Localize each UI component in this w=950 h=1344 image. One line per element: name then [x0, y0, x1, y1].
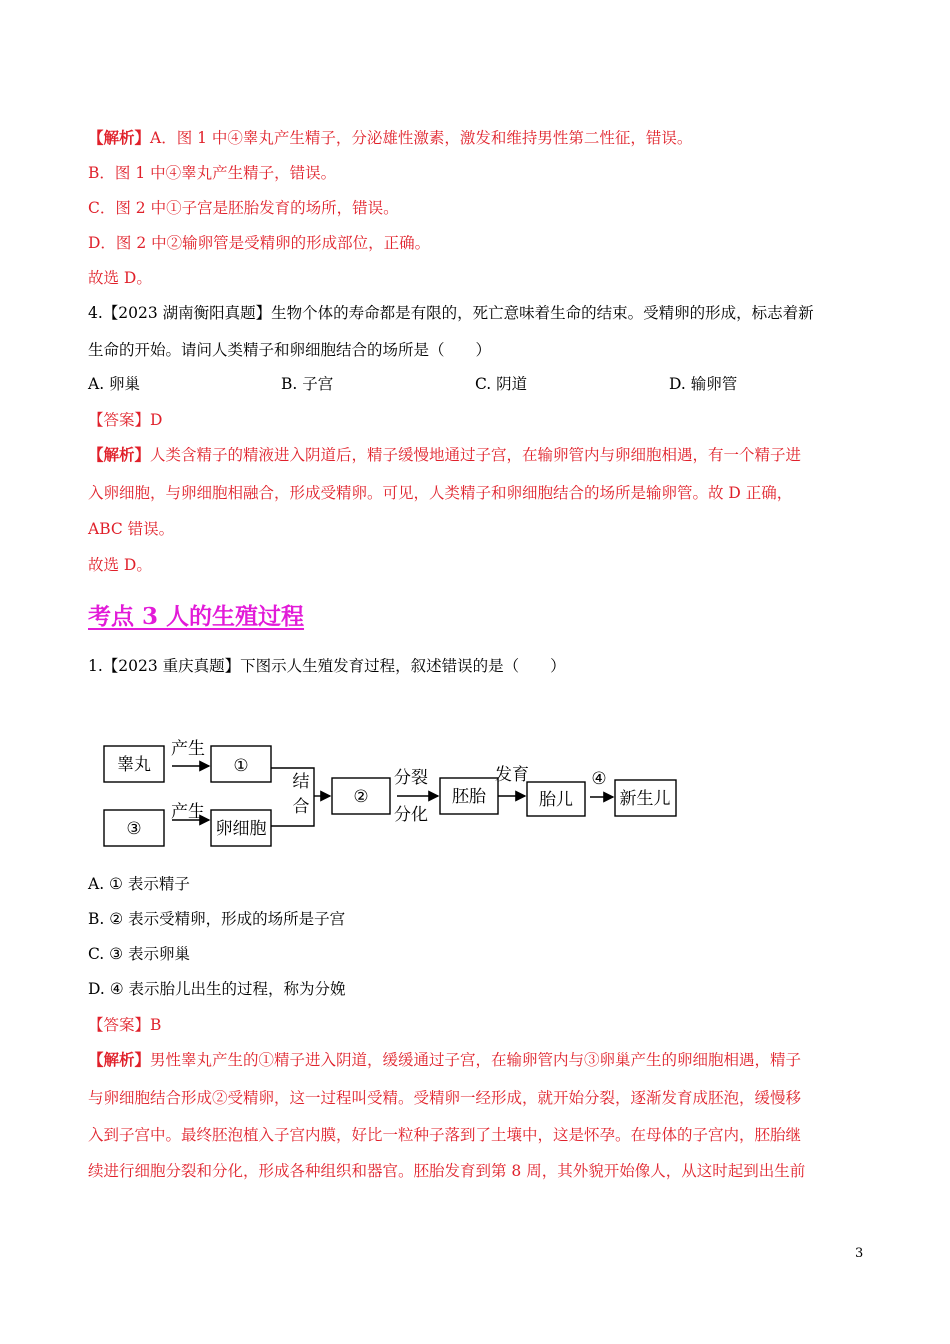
analysis-line: 入到子宫中。最终胚泡植入子宫内膜，好比一粒种子落到了土壤中，这是怀孕。在母体的子宫内，胚胎继 [88, 1126, 802, 1144]
reproduction-flow-diagram [100, 730, 680, 850]
page-number: 3 [855, 1246, 864, 1261]
analysis-line: 续进行细胞分裂和分化，形成各种组织和器官。胚胎发育到第 8 周，其外貌开始像人，从这时起到出生前 [88, 1162, 806, 1180]
circle-1-label: ① [233, 756, 249, 776]
produce-label: 产生 [171, 802, 205, 822]
option-d: D. ④ 表示胎儿出生的过程，称为分娩 [88, 980, 346, 998]
analysis-line: C．图 2 中①子宫是胚胎发育的场所，错误。 [88, 199, 399, 217]
option-b: B. 子宫 [281, 375, 334, 393]
testis-label: 睾丸 [117, 755, 151, 775]
analysis-text: 男性睾丸产生的①精子进入阴道，缓缓通过子宫，在输卵管内与③卵巢产生的卵细胞相遇，精子 [150, 1051, 802, 1069]
option-a: A. 卵巢 [88, 375, 141, 393]
analysis-line: 入卵细胞，与卵细胞相融合，形成受精卵。可见，人类精子和卵细胞结合的场所是输卵管。故 D 正确， [88, 484, 793, 502]
circle-2-label: ② [353, 787, 369, 807]
circle-3-label: ③ [126, 819, 142, 839]
analysis-text: A．图 1 中④睾丸产生精子，分泌雄性激素，激发和维持男性第二性征，错误。 [150, 129, 693, 147]
analysis-line [88, 445, 801, 465]
option-d: D. 输卵管 [669, 375, 738, 393]
question-text: 1.【2023 重庆真题】下图示人生殖发育过程，叙述错误的是（ ） [88, 657, 566, 675]
develop-label: 发育 [495, 765, 529, 785]
embryo-label: 胚胎 [452, 787, 486, 807]
analysis-tag: 【解析】 [88, 128, 151, 147]
analysis-tag: 【解析】 [88, 1050, 151, 1069]
combine-label-bottom: 合 [292, 797, 310, 817]
final-choice: 故选 D。 [88, 269, 152, 287]
newborn-label: 新生儿 [619, 789, 671, 809]
analysis-text: 人类含精子的精液进入阴道后，精子缓慢地通过子宫，在输卵管内与卵细胞相遇，有一个精子进 [150, 446, 802, 464]
differentiate-label: 分化 [394, 805, 428, 825]
answer: 【答案】B [88, 1016, 162, 1034]
question-text: 4.【2023 湖南衡阳真题】生物个体的寿命都是有限的，死亡意味着生命的结束。受精卵的形成，标志着新 [88, 304, 814, 322]
analysis-line: ABC 错误。 [88, 520, 175, 538]
circle-4-label: ④ [591, 769, 607, 789]
fetus-label: 胎儿 [539, 790, 573, 810]
analysis-line: 与卵细胞结合形成②受精卵，这一过程叫受精。受精卵一经形成，就开始分裂，逐渐发育成胚泡，缓慢移 [88, 1089, 802, 1107]
option-a: A. ① 表示精子 [88, 875, 190, 893]
analysis-line [88, 128, 692, 148]
question-text: 生命的开始。请问人类精子和卵细胞结合的场所是（ ） [88, 341, 492, 359]
divide-label: 分裂 [394, 768, 428, 788]
analysis-line: D．图 2 中②输卵管是受精卵的形成部位，正确。 [88, 234, 431, 252]
analysis-line: B．图 1 中④睾丸产生精子，错误。 [88, 164, 337, 182]
option-b: B. ② 表示受精卵，形成的场所是子宫 [88, 910, 346, 928]
final-choice: 故选 D。 [88, 556, 152, 574]
analysis-line [88, 1050, 801, 1070]
analysis-tag: 【解析】 [88, 445, 151, 464]
combine-label-top: 结 [292, 772, 310, 792]
produce-label: 产生 [171, 739, 205, 759]
option-c: C. ③ 表示卵巢 [88, 945, 190, 963]
egg-label: 卵细胞 [215, 819, 267, 839]
section-heading: 考点 3 人的生殖过程 [88, 603, 305, 630]
answer: 【答案】D [88, 411, 163, 429]
option-c: C. 阴道 [475, 375, 528, 393]
